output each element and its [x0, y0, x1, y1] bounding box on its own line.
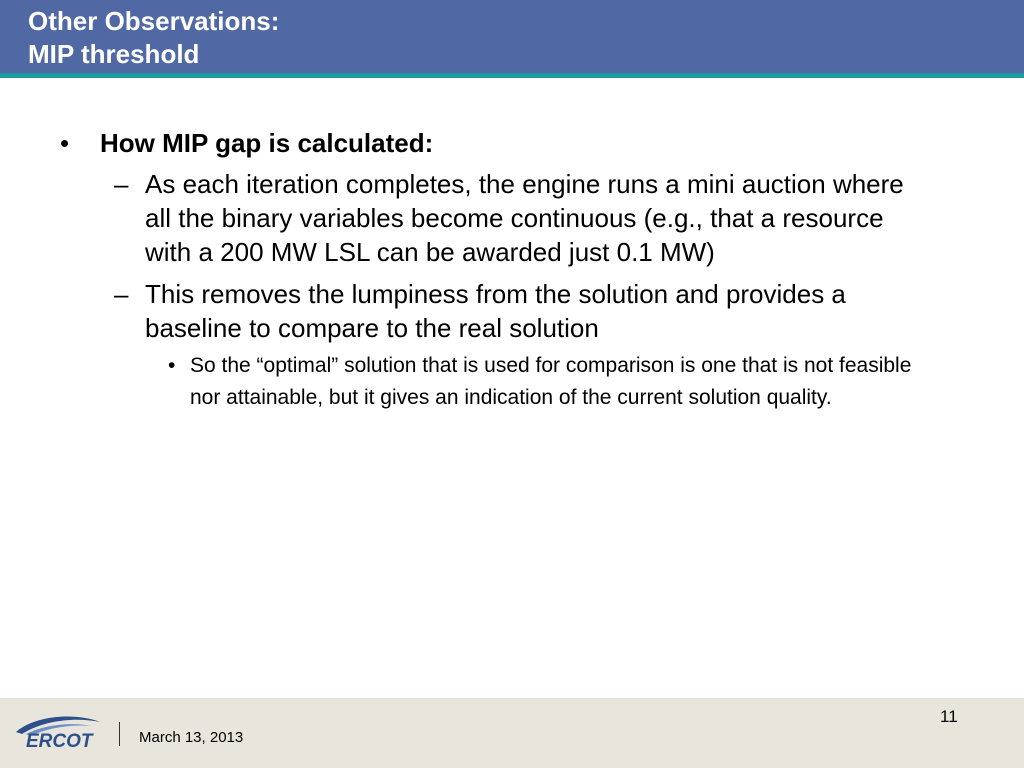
slide-title: [28, 5, 279, 71]
header-divider: [0, 73, 1024, 78]
bullet-marker: •: [60, 128, 70, 158]
ercot-logo-icon: [12, 710, 104, 750]
footer-date: March 13, 2013: [139, 729, 244, 746]
bullet-text: So the “optimal” solution that is used for comparison is one that is not feasible nor attainable, but it gives an indication of the current solution quality.: [190, 354, 912, 409]
bullet-marker: –: [114, 279, 129, 309]
bullet-text: This removes the lumpiness from the solution and provides a baseline to compare to the real solution: [145, 279, 846, 343]
bullet-level-2: [114, 167, 914, 269]
bullet-text: As each iteration completes, the engine runs a mini auction where all the binary variables become continuous (e.g., that a resource with a 200 MW LSL can be awarded just 0.1 MW): [145, 169, 904, 267]
slide-footer: [0, 698, 1024, 768]
svg-text:ERCOT: ERCOT: [26, 731, 93, 750]
bullet-level-3: [168, 350, 938, 414]
bullet-marker: •: [168, 354, 176, 377]
slide-header: [0, 0, 1024, 73]
bullet-level-2: [114, 277, 914, 345]
page-number: 11: [940, 707, 958, 726]
slide-title-line-1: Other Observations:: [28, 6, 280, 36]
bullet-marker: –: [114, 169, 129, 199]
footer-divider: [119, 722, 120, 746]
bullet-text: How MIP gap is calculated:: [100, 128, 434, 158]
slide-title-line-2: MIP threshold: [28, 39, 200, 69]
